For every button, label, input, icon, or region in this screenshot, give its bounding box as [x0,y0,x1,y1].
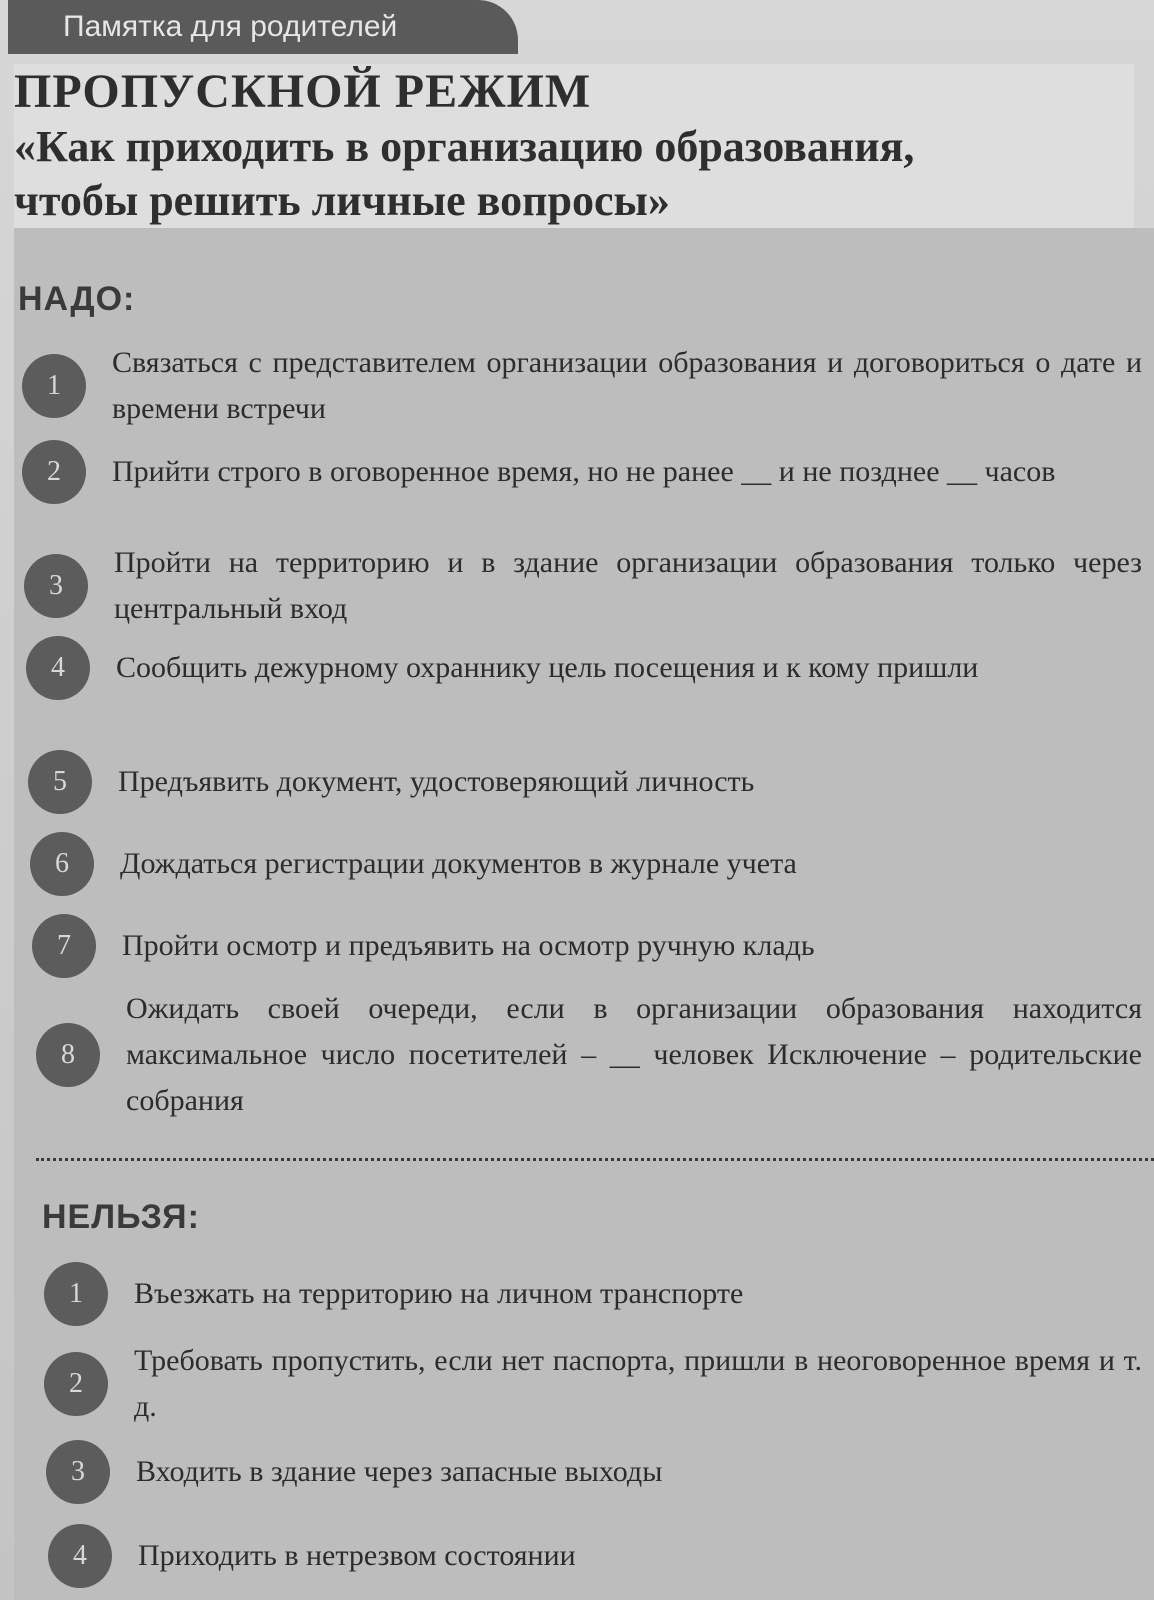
title-main: ПРОПУСКНОЙ РЕЖИМ [14,65,592,118]
must-not-item-3-number: 3 [46,1440,110,1504]
must-item-5 [28,750,1142,814]
must-not-item-3-text: Входить в здание через запасные выходы [136,1455,663,1488]
must-item-5-text: Предъявить документ, удостоверяющий личность [118,765,755,798]
section-divider [36,1158,1154,1161]
must-not-item-4-text: Приходить в нетрезвом состоянии [138,1539,576,1572]
header-tab [8,0,518,54]
must-item-8 [36,986,1142,1124]
must-item-2-number: 2 [22,440,86,504]
must-item-1 [22,340,1142,432]
title-subtitle-line1: «Как приходить в организацию образования, [14,122,915,171]
must-not-item-2-text: Требовать пропустить, если нет паспорта, пришли в неоговоренное время и т. д. [134,1344,1142,1423]
must-item-2 [22,440,1142,504]
must-item-1-text: Связаться с представителем организации образования и договориться о дате и времени встречи [112,346,1142,425]
must-item-3 [24,540,1142,632]
title-block [14,64,1134,240]
must-item-8-text: Ожидать своей очереди, если в организации образования находится максимальное число посетителей – __ человек Исключение – родительские собрания [126,992,1142,1117]
must-not-item-1 [44,1262,1142,1326]
must-item-7-text: Пройти осмотр и предъявить на осмотр ручную кладь [122,929,815,962]
must-item-7 [32,914,1142,978]
must-item-6-number: 6 [30,832,94,896]
must-not-item-1-number: 1 [44,1262,108,1326]
must-item-5-number: 5 [28,750,92,814]
must-not-item-2 [44,1338,1142,1430]
must-item-3-number: 3 [24,554,88,618]
must-item-4-number: 4 [26,636,90,700]
header-tab-label: Памятка для родителей [63,10,398,43]
must-item-7-number: 7 [32,914,96,978]
must-item-4 [26,636,1142,700]
must-item-2-text: Прийти строго в оговоренное время, но не ранее __ и не позднее __ часов [112,455,1056,488]
must-item-8-number: 8 [36,1023,100,1087]
must-item-1-number: 1 [22,354,86,418]
must-item-6-text: Дождаться регистрации документов в журнале учета [120,847,797,880]
must-not-item-3 [46,1440,1142,1504]
must-not-heading: НЕЛЬЗЯ: [42,1198,200,1236]
title-subtitle-line2: чтобы решить личные вопросы» [14,176,670,225]
must-heading: НАДО: [18,280,136,318]
must-not-item-2-number: 2 [44,1352,108,1416]
must-item-3-text: Пройти на территорию и в здание организации образования только через центральный вход [114,546,1142,625]
must-not-item-4 [48,1524,1142,1588]
must-item-4-text: Сообщить дежурному охраннику цель посещения и к кому пришли [116,651,979,684]
must-not-item-1-text: Въезжать на территорию на личном транспорте [134,1277,744,1310]
must-not-item-4-number: 4 [48,1524,112,1588]
must-item-6 [30,832,1142,896]
